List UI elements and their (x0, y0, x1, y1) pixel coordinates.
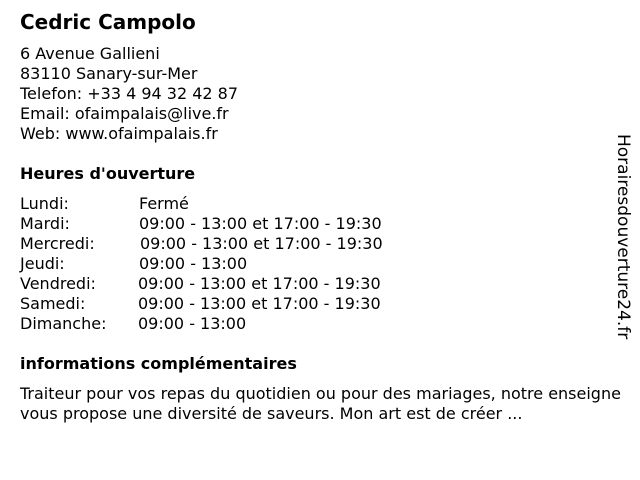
watermark-text: Horairesdouverture24.fr (613, 134, 633, 340)
time-value: 09:00 - 13:00 et 17:00 - 19:30 (138, 274, 381, 293)
time-value: 09:00 - 13:00 et 17:00 - 19:30 (140, 234, 383, 253)
info-heading: informations complémentaires (20, 354, 297, 373)
day-label: Samedi: (20, 294, 86, 313)
city-address: 83110 Sanary-sur-Mer (20, 64, 198, 83)
day-label: Vendredi: (20, 274, 96, 293)
time-value: 09:00 - 13:00 et 17:00 - 19:30 (139, 214, 382, 233)
time-value: 09:00 - 13:00 (138, 314, 247, 333)
day-label: Jeudi: (20, 254, 65, 273)
info-description: Traiteur pour vos repas du quotidien ou pour des mariages, notre enseigne vous propose une diversité de saveurs. Mon art est de créer ... (20, 384, 621, 423)
contact-block (20, 44, 238, 144)
day-label: Mercredi: (20, 234, 95, 253)
day-label: Lundi: (20, 194, 69, 213)
website: Web: www.ofaimpalais.fr (20, 124, 218, 143)
day-label: Dimanche: (20, 314, 107, 333)
time-value: 09:00 - 13:00 (139, 254, 248, 273)
time-value: 09:00 - 13:00 et 17:00 - 19:30 (138, 294, 381, 313)
street-address: 6 Avenue Gallieni (20, 44, 160, 63)
hours-heading: Heures d'ouverture (20, 164, 196, 183)
day-label: Mardi: (20, 214, 70, 233)
time-value: Fermé (139, 194, 189, 213)
phone-number: Telefon: +33 4 94 32 42 87 (20, 84, 239, 103)
business-name: Cedric Campolo (20, 10, 196, 34)
email-address: Email: ofaimpalais@live.fr (20, 104, 229, 123)
